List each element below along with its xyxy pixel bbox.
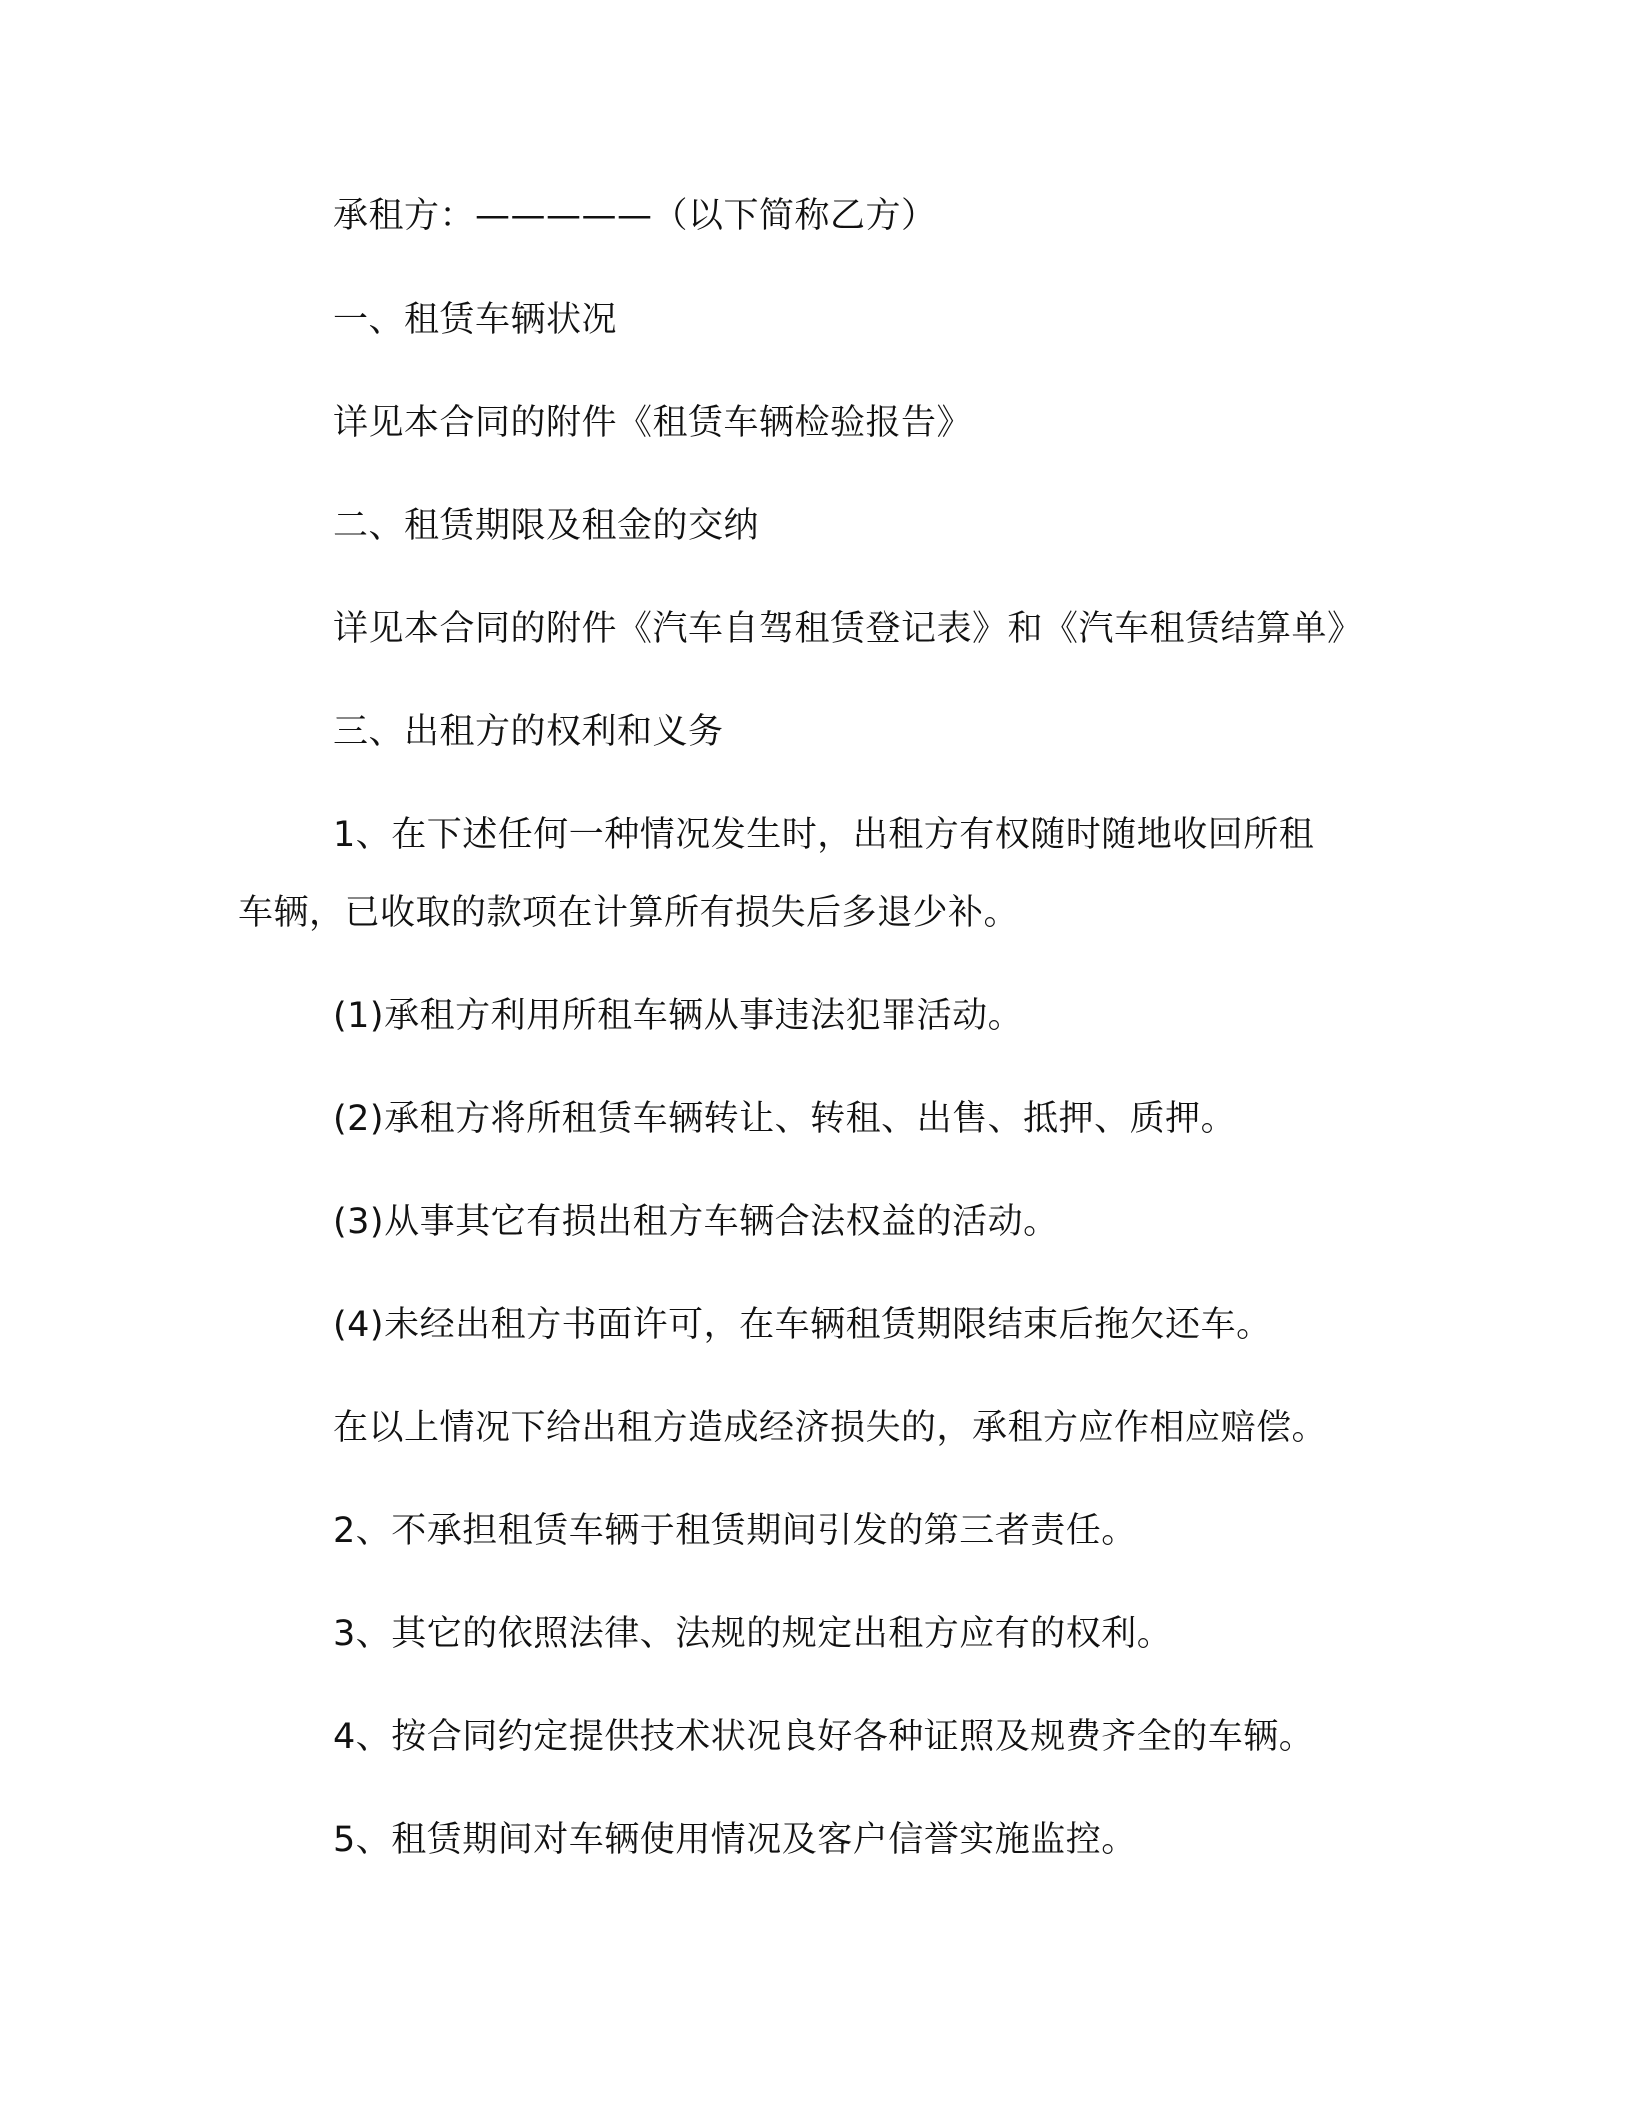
clause-1-line-2: 车辆，已收取的款项在计算所有损失后多退少补。	[238, 893, 1020, 933]
clause-1-item-1: (1)承租方利用所租车辆从事违法犯罪活动。	[333, 996, 1024, 1036]
clause-1-line-1: 1、在下述任何一种情况发生时，出租方有权随时随地收回所租	[333, 815, 1315, 855]
clause-2: 2、不承担租赁车辆于租赁期间引发的第三者责任。	[333, 1511, 1137, 1551]
section-3-heading: 三、出租方的权利和义务	[333, 712, 724, 752]
clause-1-item-3: (3)从事其它有损出租方车辆合法权益的活动。	[333, 1202, 1059, 1242]
compensation-line: 在以上情况下给出租方造成经济损失的，承租方应作相应赔偿。	[333, 1408, 1328, 1448]
section-1-heading: 一、租赁车辆状况	[333, 300, 618, 340]
clause-3: 3、其它的依照法律、法规的规定出租方应有的权利。	[333, 1614, 1173, 1654]
section-2-heading: 二、租赁期限及租金的交纳	[333, 506, 760, 546]
clause-1-item-4: (4)未经出租方书面许可，在车辆租赁期限结束后拖欠还车。	[333, 1305, 1272, 1345]
clause-1-item-2: (2)承租方将所租赁车辆转让、转租、出售、抵押、质押。	[333, 1099, 1237, 1139]
lessee-line: 承租方：—————（以下简称乙方）	[333, 196, 937, 236]
section-2-body: 详见本合同的附件《汽车自驾租赁登记表》和《汽车租赁结算单》	[333, 609, 1363, 649]
clause-5: 5、租赁期间对车辆使用情况及客户信誉实施监控。	[333, 1820, 1137, 1860]
section-1-body: 详见本合同的附件《租赁车辆检验报告》	[333, 403, 973, 443]
clause-4: 4、按合同约定提供技术状况良好各种证照及规费齐全的车辆。	[333, 1717, 1315, 1757]
